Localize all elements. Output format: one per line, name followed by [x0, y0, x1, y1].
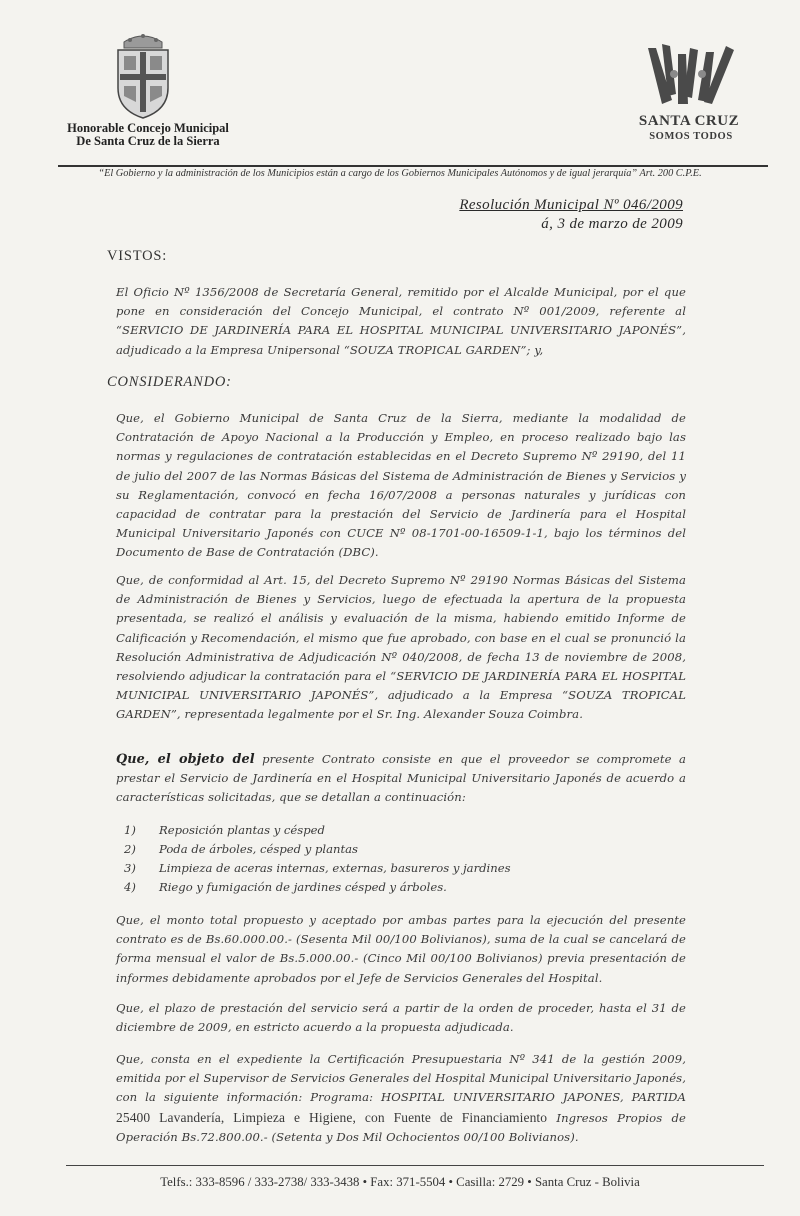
considerando-paragraph-5: Que, el plazo de prestación del servicio será a partir de la orden de proceder, hasta el 31 de diciembre de 2009, en estricto acuerdo a la propuesta adjudicada. [116, 1001, 686, 1035]
considerando-paragraph-6 [116, 1050, 686, 1147]
list-item: 2) Poda de árboles, césped y plantas [124, 842, 359, 856]
considerando-paragraph-1: Que, el Gobierno Municipal de Santa Cruz de la Sierra, mediante la modalidad de Contratación de Apoyo Nacional a la Producción y Empleo, en proceso realizado bajo las normas y regulaciones de contratación establecidas en el Decreto Supremo Nº 29190, del 11 de julio del 2007 de las Normas Básicas del Sistema de Administración de Bienes y Servicios y su Reglamentación, convocó en fecha 16/07/2008 a personas naturales y jurídicas con capacidad de contratar para la prestación del Servicio de Jardinería para el Hospital Municipal Universitario Japonés con CUCE Nº 08-1701-00-16509-1-1, bajo los términos del Documento de Base de Contratación (DBC). [116, 411, 686, 560]
paragraph-part-a: Que, consta en el expediente la Certificación Presupuestaria Nº 341 de la gestión 2009, emitida por el Supervisor de Servicios Generales del Hospital Municipal Universitario Japonés, con la siguiente información: Programa: HOSPITAL UNIVERSITARIO JAPONES, PARTIDA [116, 1052, 686, 1105]
considerando-paragraph-4: Que, el monto total propuesto y aceptado por ambas partes para la ejecución del presente contrato es de Bs.60.000.00.- (Sesenta Mil 00/100 Bolivianos), suma de la cual se cancelará de forma mensual el valor de Bs.5.000.00.- (Cinco Mil 00/100 Bolivianos) previa presentación de informes debidamente aprobados por el Jefe de Servicios Generales del Hospital. [116, 913, 686, 985]
paragraph-part-b: 25400 Lavandería, Limpieza e Higiene, con Fuente de Financiamiento [116, 1109, 548, 1125]
municipal-crest-logo [110, 32, 176, 120]
paragraph-body: presente Contrato consiste en que el proveedor se compromete a prestar el Servicio de Jardinería en el Hospital Municipal Universitario Japonés de acuerdo a características solicitadas, que se detallan a continuación: [116, 752, 687, 805]
list-item: 1) Reposición plantas y césped [124, 823, 325, 837]
header-divider [58, 165, 768, 167]
resolution-title: Resolución Municipal Nº 046/2009 [459, 197, 683, 213]
council-name [48, 122, 248, 148]
service-list [124, 821, 624, 897]
brand-tagline: SOMOS TODOS [649, 131, 733, 142]
list-item: 3) Limpieza de aceras internas, externas, basureros y jardines [124, 861, 511, 875]
brand-name: SANTA CRUZ [638, 113, 740, 129]
paragraph-lead: Que, el objeto del [116, 752, 255, 767]
resolution-date: á, 3 de marzo de 2009 [541, 216, 683, 232]
vistos-heading: VISTOS: [107, 248, 168, 264]
constitution-quote: “El Gobierno y la administración de los Municipios están a cargo de los Gobiernos Municipales Autónomos y de igual jerarquía” Art. 200 C.P.E. [98, 168, 702, 179]
footer-divider [66, 1165, 764, 1166]
footer-contact: Telfs.: 333-8596 / 333-2738/ 333-3438 • Fax: 371-5504 • Casilla: 2729 • Santa Cruz - Bolivia [160, 1175, 640, 1189]
list-item: 4) Riego y fumigación de jardines césped y árboles. [124, 880, 447, 894]
santa-cruz-brand-logo [632, 44, 748, 120]
paragraph-part-c: Ingresos Propios de Operación Bs.72.800.00.- (Setenta y Dos Mil Ochocientos 00/100 Bolivianos). [116, 1110, 686, 1144]
considerando-paragraph-2: Que, de conformidad al Art. 15, del Decreto Supremo Nº 29190 Normas Básicas del Sistema de Administración de Bienes y Servicios, luego de efectuada la apertura de la propuesta presentada, se realizó el análisis y evaluación de la misma, habiendo emitido Informe de Calificación y Recomendación, el mismo que fue aprobado, con base en el cual se pronunció la Resolución Administrativa de Adjudicación Nº 040/2008, de fecha 13 de noviembre de 2008, resolviendo adjudicar la contratación para el “SERVICIO DE JARDINERÍA PARA EL HOSPITAL MUNICIPAL UNIVERSITARIO JAPONÉS”, adjudicado a la Empresa “SOUZA TROPICAL GARDEN”, representada legalmente por el Sr. Ing. Alexander Souza Coimbra. [116, 573, 686, 722]
council-line-1: Honorable Concejo Municipal [67, 121, 229, 135]
vistos-paragraph: El Oficio Nº 1356/2008 de Secretaría General, remitido por el Alcalde Municipal, por el que pone en consideración del Concejo Municipal, el contrato Nº 001/2009, referente al “SERVICIO DE JARDINERÍA PARA EL HOSPITAL MUNICIPAL UNIVERSITARIO JAPONÉS”, adjudicado a la Empresa Unipersonal “SOUZA TROPICAL GARDEN”; y, [116, 285, 686, 357]
considerando-paragraph-3 [116, 750, 686, 808]
council-line-2: De Santa Cruz de la Sierra [76, 134, 220, 148]
considerando-heading: CONSIDERANDO: [107, 374, 232, 390]
